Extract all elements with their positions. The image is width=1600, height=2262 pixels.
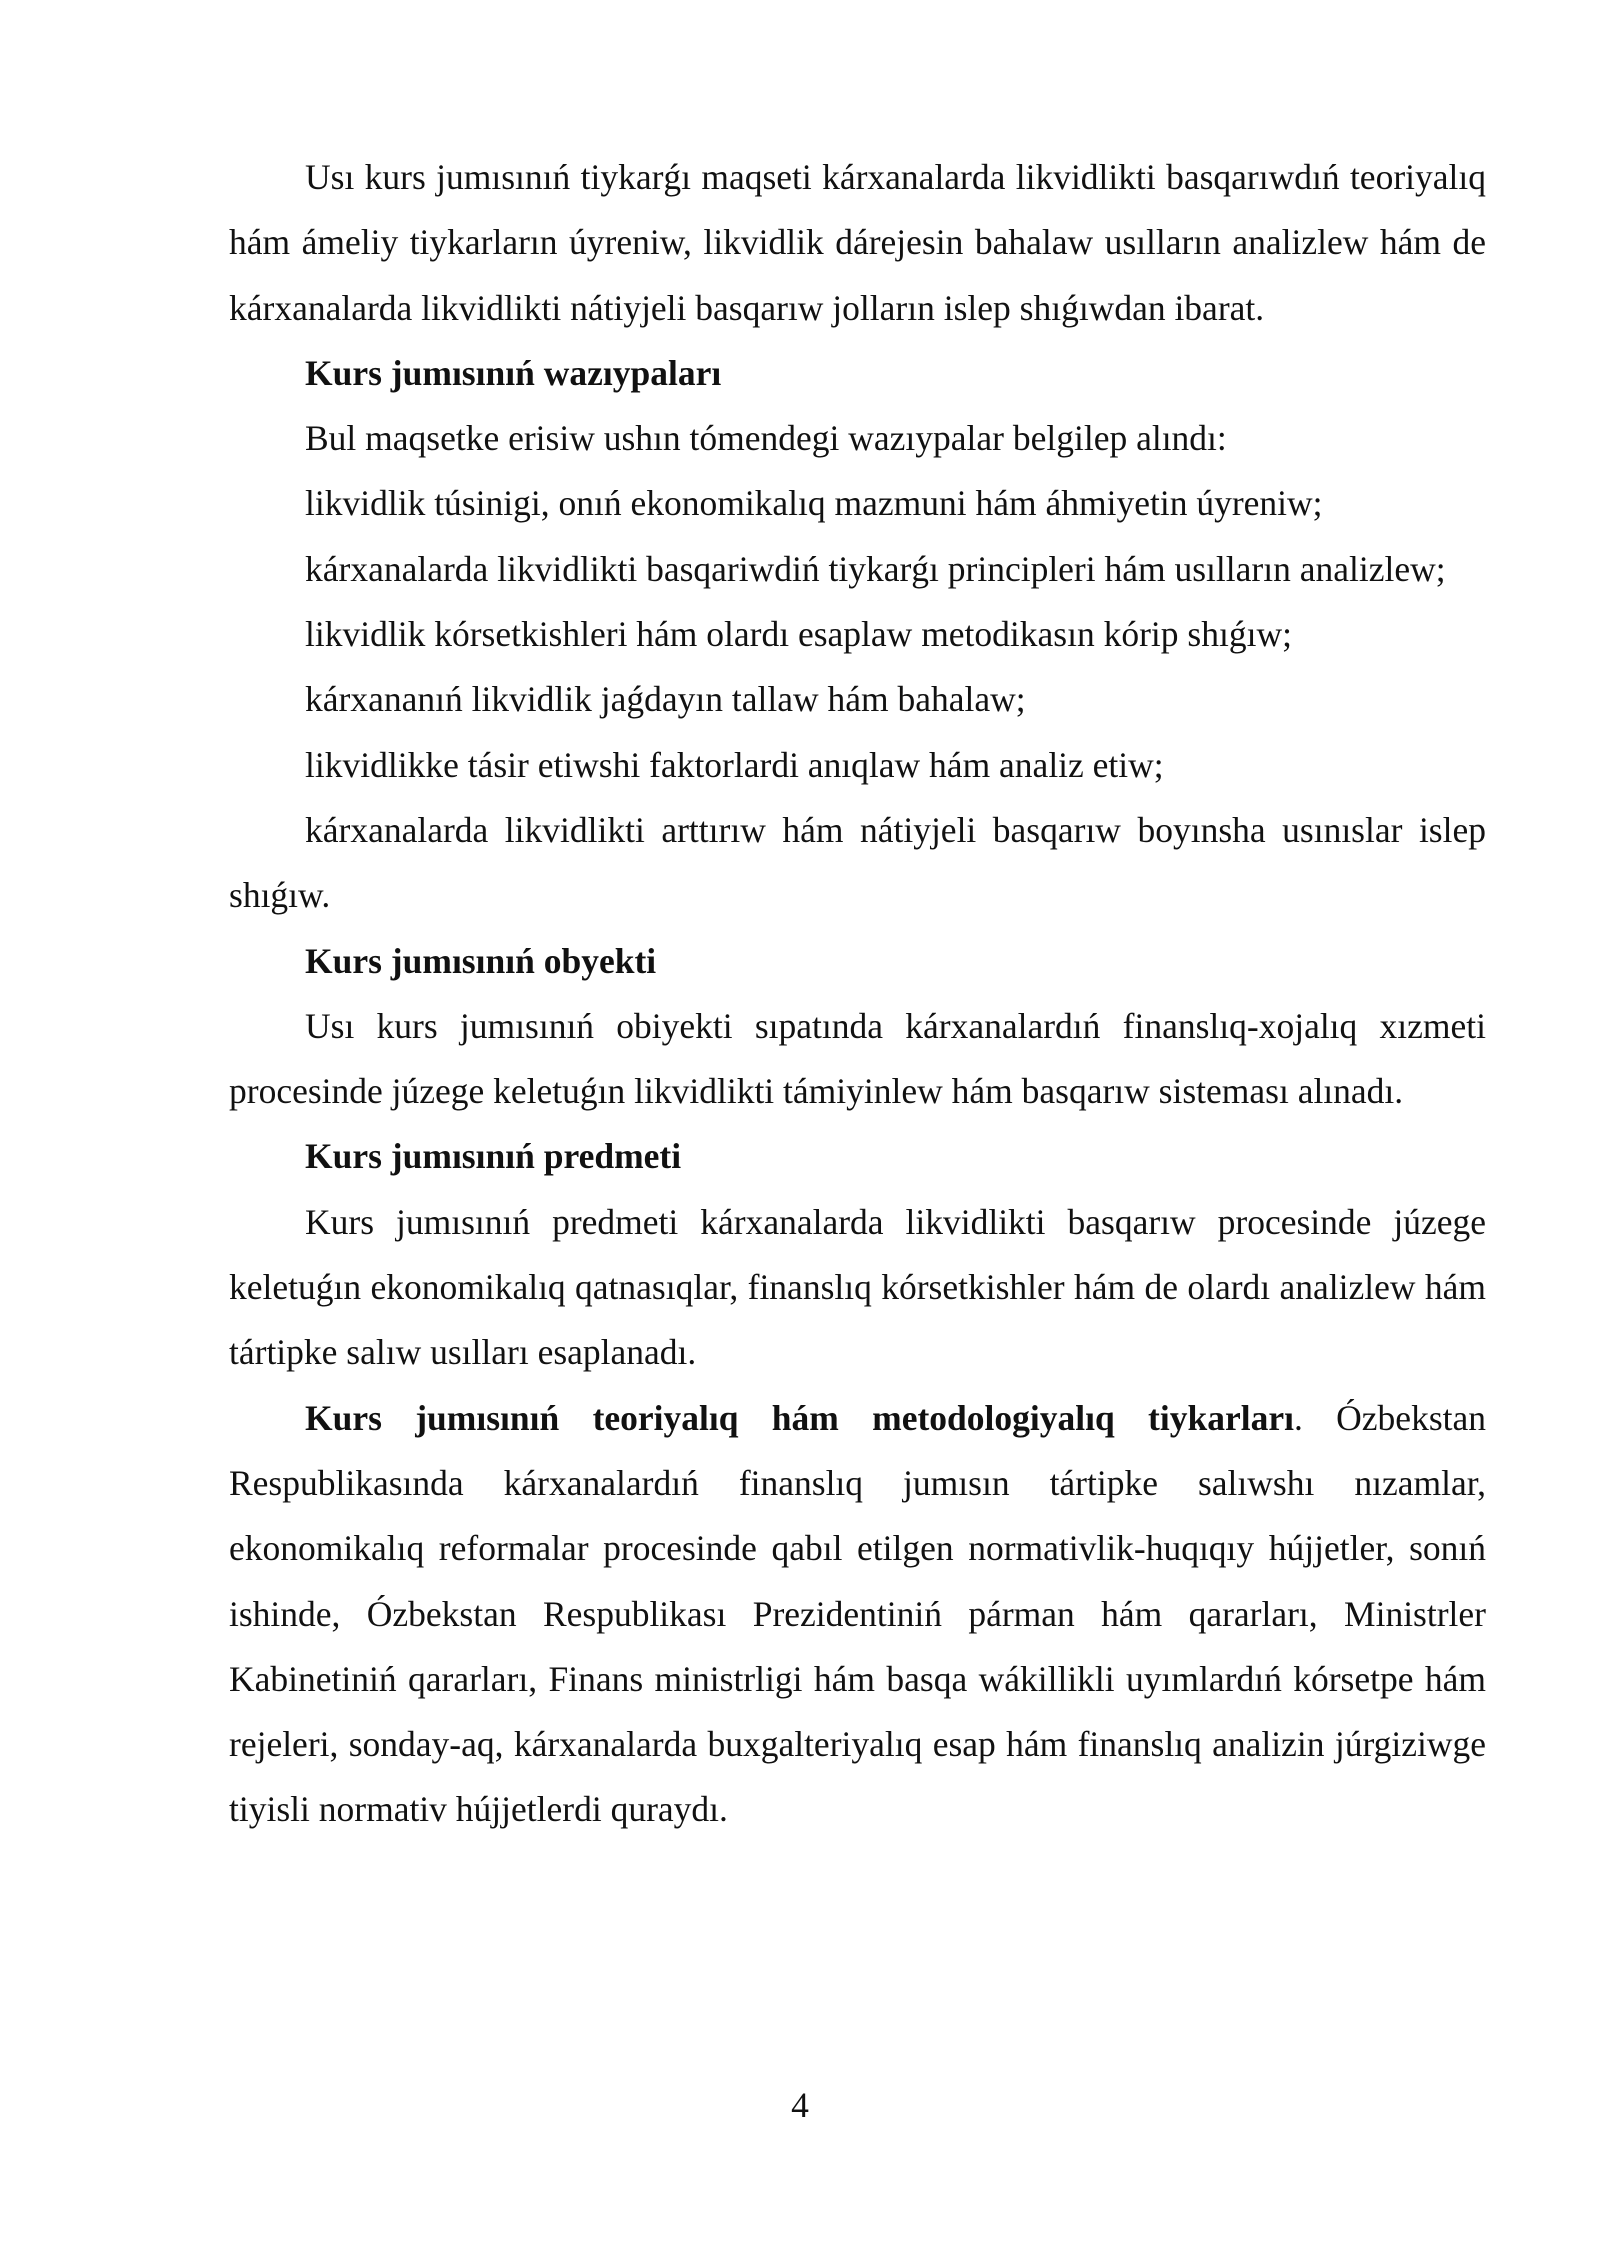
task-item-6: kárxanalarda likvidlikti arttırıw hám nátiyjeli basqarıw boyınsha usınıslar islep shıǵıw. xyxy=(229,809,1486,916)
task-item-1: likvidlik túsinigi, onıń ekonomikalıq mazmuni hám áhmiyetin úyreniw; xyxy=(305,483,1323,524)
document-body xyxy=(229,145,1486,1843)
task-item-3: likvidlik kórsetkishleri hám olardı esaplaw metodikasın kórip shıǵıw; xyxy=(305,614,1292,655)
object-heading: Kurs jumısınıń obyekti xyxy=(305,940,657,981)
task-item-2: kárxanalarda likvidlikti basqariwdiń tiykarǵı principleri hám usılların analizlew; xyxy=(305,548,1446,589)
task-item-4: kárxananıń likvidlik jaǵdayın tallaw hám bahalaw; xyxy=(305,679,1026,720)
tasks-heading: Kurs jumısınıń wazıypaları xyxy=(305,352,722,393)
basis-text: . Ózbekstan Respublikasında kárxanalardıń finanslıq jumısın tártipke salıwshı nızamlar, ekonomikalıq reformalar procesinde qabıl etilgen normativlik-huqıqıy hújjetler, sonıń ishinde, Ózbekstan Respublikası Prezidentiniń párman hám qararları, Ministrler Kabinetiniń qararları, Finans ministrligi hám basqa wákillikli uyımlardıń kórsetpe hám rejeleri, sonday-aq, kárxanalarda buxgalteriyalıq esap hám finanslıq analizin júrgiziwge tiyisli normativ hújjetlerdi quraydı. xyxy=(229,1397,1486,1830)
basis-heading: Kurs jumısınıń teoriyalıq hám metodologiyalıq tiykarları xyxy=(305,1397,1294,1438)
subject-heading: Kurs jumısınıń predmeti xyxy=(305,1136,682,1177)
intro-paragraph: Usı kurs jumısınıń tiykarǵı maqseti kárxanalarda likvidlikti basqarıwdıń teoriyalıq hám ámeliy tiykarların úyreniw, likvidlik dárejesin bahalaw usılların analizlew hám de kárxanalarda likvidlikti nátiyjeli basqarıw jolların islep shıǵıwdan ibarat. xyxy=(229,157,1486,328)
subject-paragraph: Kurs jumısınıń predmeti kárxanalarda likvidlikti basqarıw procesinde júzege keletuǵın ekonomikalıq qatnasıqlar, finanslıq kórsetkishler hám de olardı analizlew hám tártipke salıw usılları esaplanadı. xyxy=(229,1201,1486,1373)
tasks-intro-paragraph: Bul maqsetke erisiw ushın tómendegi wazıypalar belgilep alındı: xyxy=(305,418,1227,459)
basis-paragraph xyxy=(229,1386,1486,1843)
task-item-5: likvidlikke tásir etiwshi faktorlardi anıqlaw hám analiz etiw; xyxy=(305,744,1164,785)
object-paragraph: Usı kurs jumısınıń obiyekti sıpatında kárxanalardıń finanslıq-xojalıq xızmeti procesinde júzege keletuǵın likvidlikti támiyinlew hám basqarıw sisteması alınadı. xyxy=(229,1005,1486,1112)
page-number: 4 xyxy=(791,2085,809,2125)
